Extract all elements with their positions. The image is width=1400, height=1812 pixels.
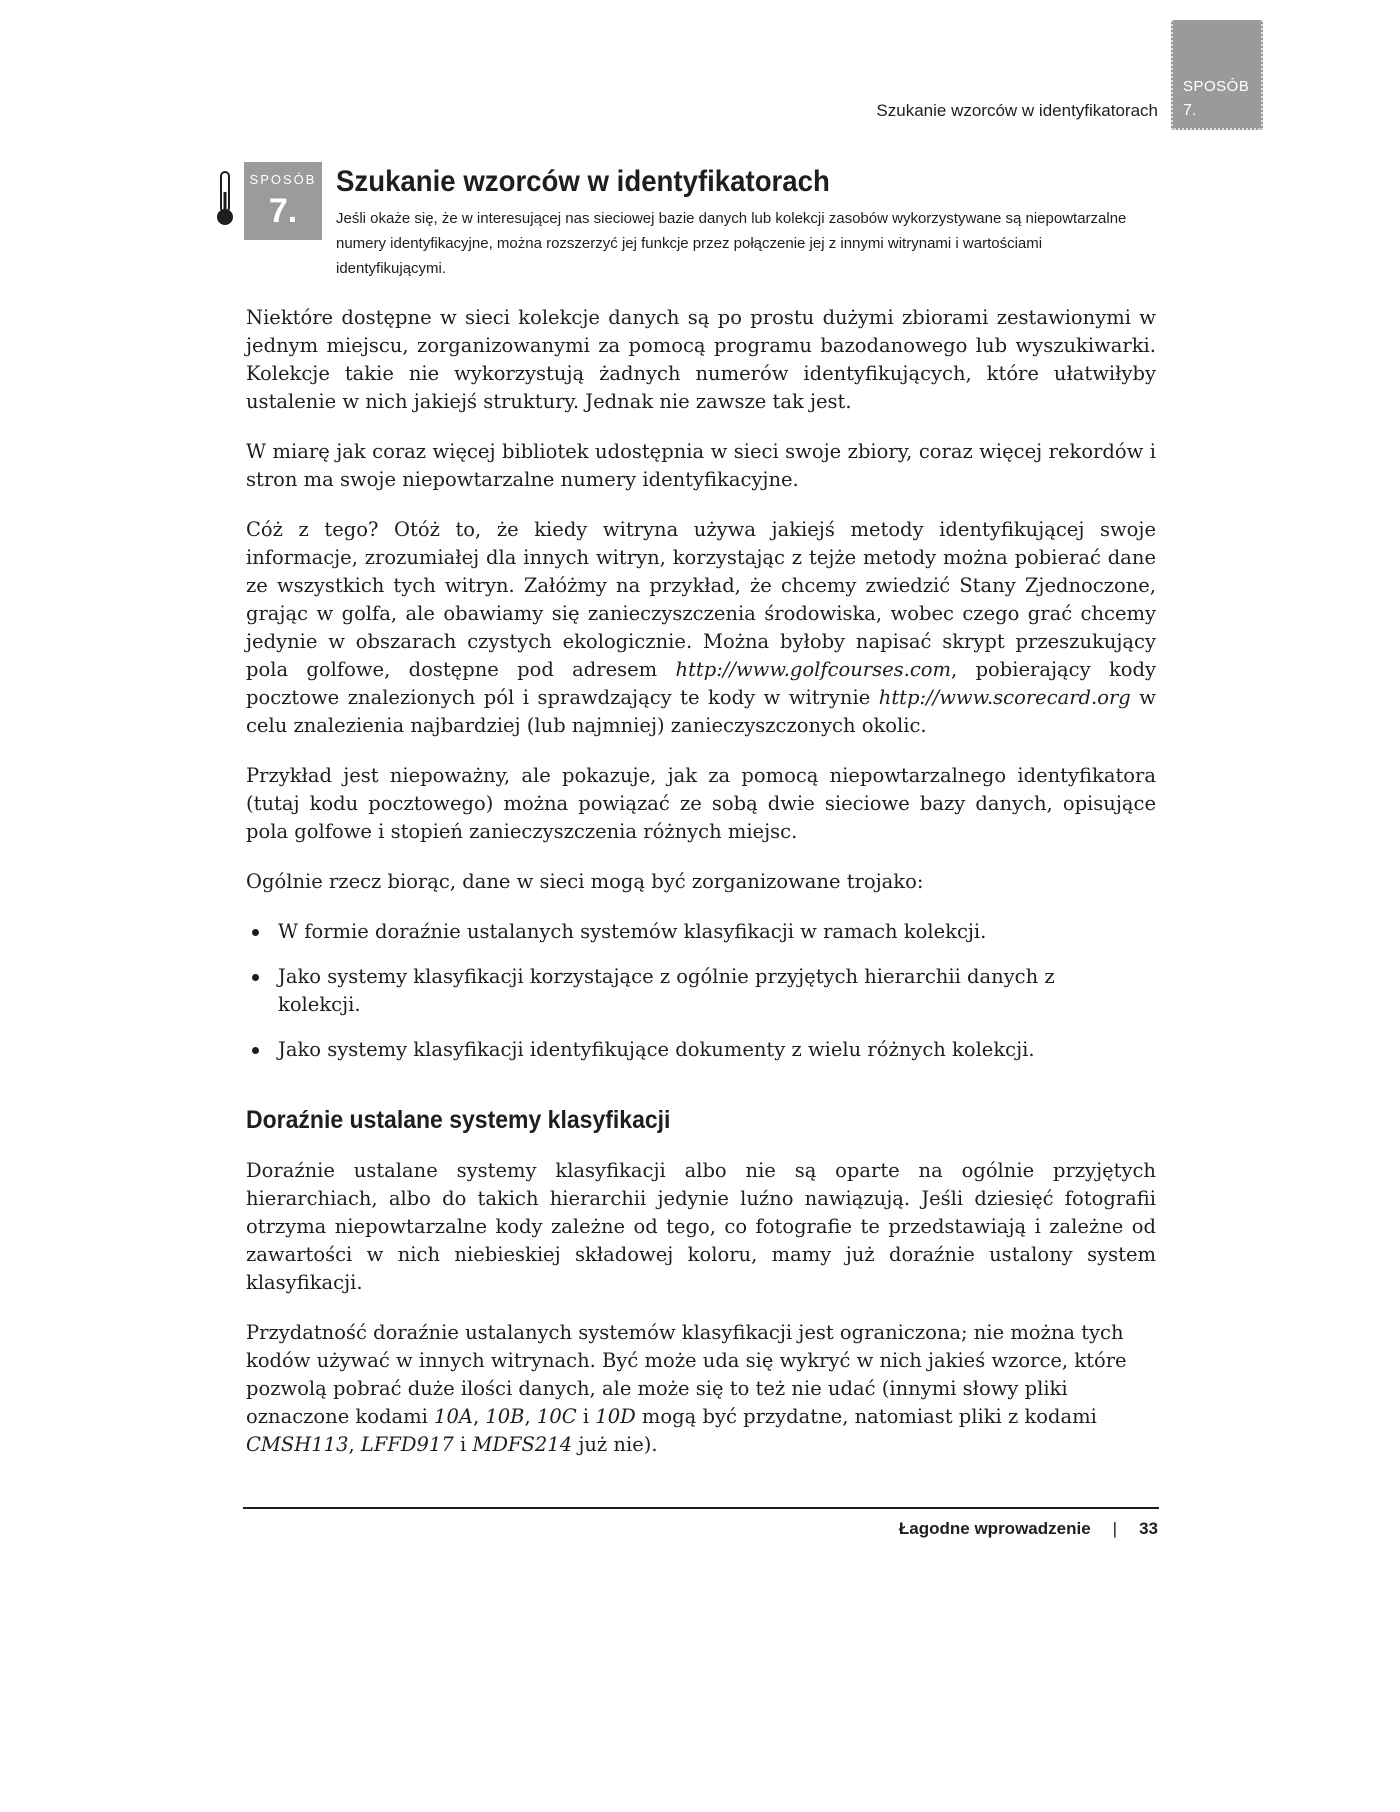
list-item-text: Jako systemy klasyfikacji identyfikujące dokumenty z wielu różnych kolekcji. xyxy=(278,1038,1035,1061)
code-10d: 10D xyxy=(595,1405,636,1428)
thermometer-icon xyxy=(214,170,236,228)
scorecard-link[interactable]: http://www.scorecard.org xyxy=(878,686,1131,709)
bullet-icon xyxy=(252,974,259,981)
paragraph-3-text-b: , pobierający kody pocztowe znalezionych pól i sprawdzający te kody w witrynie xyxy=(246,658,1156,709)
list-item xyxy=(246,1036,1128,1064)
paragraph-3-text-c: w celu znalezienia najbardziej (lub najmniej) zanieczyszczonych okolic. xyxy=(246,686,1157,737)
conjunction-1: i xyxy=(576,1405,596,1428)
bullet-icon xyxy=(252,1047,259,1054)
paragraph-7-text-a: Przydatność doraźnie ustalanych systemów klasyfikacji jest ograniczona; nie można tych kodów używać w innych witrynach. Być może uda się wykryć w nich jakieś wzorce, które pozwolą pobrać duże ilości danych, ale może się to też nie udać (innymi słowy pliki oznaczone kodami xyxy=(246,1321,1127,1428)
paragraph-7-text-c: już nie). xyxy=(572,1433,658,1456)
paragraph-7-text-b: mogą być przydatne, natomiast pliki z kodami xyxy=(635,1405,1097,1428)
list-item xyxy=(246,918,1128,946)
paragraph-2: W miarę jak coraz więcej bibliotek udostępnia w sieci swoje zbiory, coraz więcej rekordów i stron ma swoje niepowtarzalne numery identyfikacyjne. xyxy=(246,440,1156,491)
list-item-text: W formie doraźnie ustalanych systemów klasyfikacji w ramach kolekcji. xyxy=(278,920,987,943)
hack-badge-number: 7. xyxy=(268,192,298,230)
paragraph-7 xyxy=(246,1319,1156,1459)
paragraph-5: Ogólnie rzecz biorąc, dane w sieci mogą być zorganizowane trojako: xyxy=(246,870,924,893)
section-heading: Doraźnie ustalane systemy klasyfikacji xyxy=(246,1106,671,1134)
corner-thumb-tab xyxy=(1171,20,1263,130)
code-10b: 10B xyxy=(485,1405,525,1428)
main-content xyxy=(246,304,1156,1481)
footer-rule xyxy=(243,1507,1159,1509)
hack-badge-label: SPOSÓB xyxy=(249,172,317,187)
code-lffd917: LFFD917 xyxy=(360,1433,454,1456)
bullet-icon xyxy=(252,929,259,936)
paragraph-3-text-a: Cóż z tego? Otóż to, że kiedy witryna używa jakiejś metody identyfikującej swoje informacje, zrozumiałej dla innych witryn, korzystając z tejże metody można pobierać dane ze wszystkich tych witryn. Załóżmy na przykład, że chcemy zwiedzić Stany Zjednoczone, grając w golfa, ale obawiamy się zanieczyszczenia środowiska, wobec czego grać chcemy jedynie w obszarach czystych ekologicznie. Można byłoby napisać skrypt przeszukujący pola golfowe, dostępne pod adresem xyxy=(246,518,1156,681)
separator-2: , xyxy=(524,1405,537,1428)
page-footer xyxy=(899,1519,1158,1539)
corner-tab-label: SPOSÓB xyxy=(1183,78,1250,95)
bullet-list xyxy=(246,918,1156,1064)
hack-title: Szukanie wzorców w identyfikatorach xyxy=(336,165,830,198)
list-item xyxy=(246,963,1128,1019)
conjunction-2: i xyxy=(453,1433,473,1456)
hack-badge xyxy=(244,162,322,240)
separator-1: , xyxy=(472,1405,486,1428)
separator-3: , xyxy=(348,1433,361,1456)
list-item-text: Jako systemy klasyfikacji korzystające z ogólnie przyjętych hierarchii danych z kolekcji. xyxy=(278,965,1055,1016)
golfcourses-link[interactable]: http://www.golfcourses.com xyxy=(675,658,952,681)
running-header: Szukanie wzorców w identyfikatorach xyxy=(876,101,1158,120)
paragraph-6: Doraźnie ustalane systemy klasyfikacji albo nie są oparte na ogólnie przyjętych hierarchiach, albo do takich hierarchii jedynie luźno nawiązują. Jeśli dziesięć fotografii otrzyma niepowtarzalne kody zależne od tego, co fotografie te przedstawiają i zależne od zawartości w nich niebieskiej składowej koloru, mamy już doraźnie ustalony system klasyfikacji. xyxy=(246,1159,1156,1294)
footer-separator: | xyxy=(1112,1519,1118,1538)
code-10a: 10A xyxy=(434,1405,473,1428)
code-cmsh113: CMSH113 xyxy=(246,1433,349,1456)
page-number: 33 xyxy=(1139,1519,1158,1538)
code-10c: 10C xyxy=(536,1405,577,1428)
corner-tab-number: 7. xyxy=(1183,102,1197,119)
code-mdfs214: MDFS214 xyxy=(472,1433,573,1456)
paragraph-1: Niektóre dostępne w sieci kolekcje danych są po prostu dużymi zbiorami zestawionymi w jednym miejscu, zorganizowanymi za pomocą programu bazodanowego lub wyszukiwarki. Kolekcje takie nie wykorzystują żadnych numerów identyfikujących, które ułatwiłyby ustalenie w nich jakiejś struktury. Jednak nie zawsze tak jest. xyxy=(246,306,1156,413)
paragraph-4: Przykład jest niepoważny, ale pokazuje, jak za pomocą niepowtarzalnego identyfikatora (tutaj kodu pocztowego) można powiązać ze sobą dwie sieciowe bazy danych, opisujące pola golfowe i stopień zanieczyszczenia różnych miejsc. xyxy=(246,764,1156,843)
hack-summary: Jeśli okaże się, że w interesującej nas sieciowej bazie danych lub kolekcji zasobów wykorzystywane są niepowtarzalne numery identyfikacyjne, można rozszerzyć jej funkcje przez połączenie jej z innymi witrynami i wartościami identyfikującymi. xyxy=(336,210,1127,277)
footer-chapter-title: Łagodne wprowadzenie xyxy=(898,1519,1091,1538)
paragraph-3 xyxy=(246,516,1156,740)
